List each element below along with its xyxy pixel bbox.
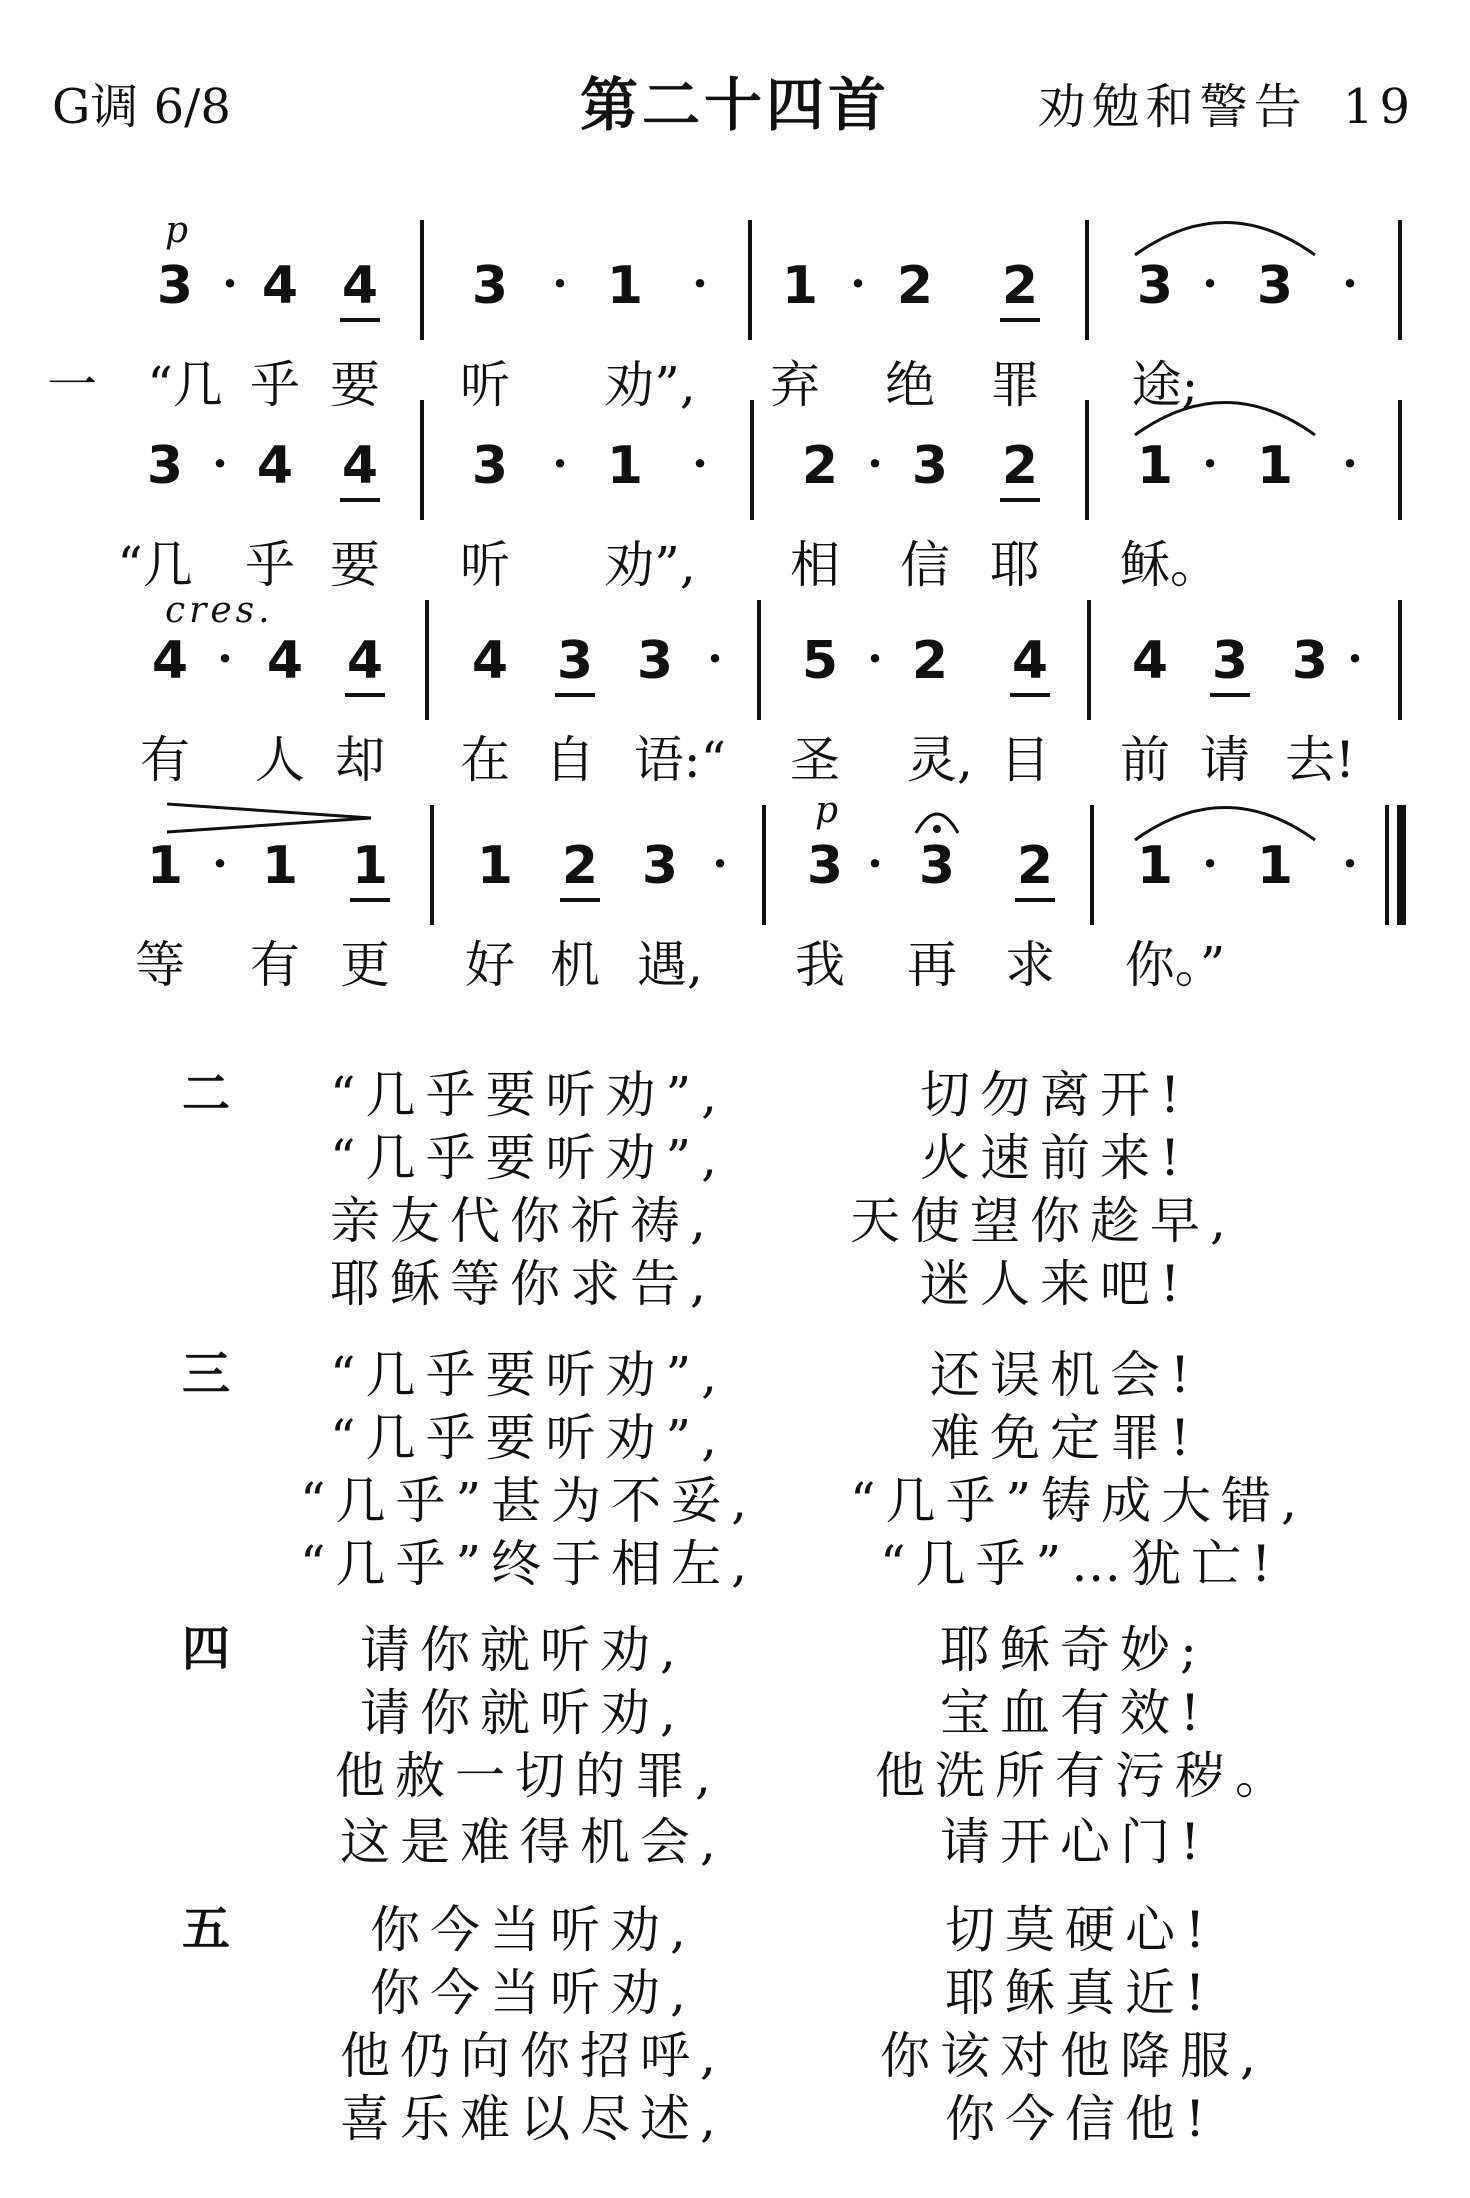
- verse-line: 还误机会!: [930, 1346, 1201, 1404]
- tie-arc: [1130, 390, 1320, 440]
- dot: ·: [866, 836, 883, 890]
- lyric: 更: [340, 936, 390, 994]
- dot: ·: [1201, 256, 1218, 310]
- lyric: 途;: [1131, 356, 1199, 414]
- note: 5: [801, 631, 839, 691]
- note: 4: [346, 631, 384, 691]
- note: 1: [351, 836, 389, 896]
- verse-line: “几乎要听劝”,: [330, 1409, 728, 1467]
- note: 3: [146, 436, 184, 496]
- verse-line: “几乎”铸成大错,: [850, 1472, 1308, 1530]
- underline: [555, 693, 595, 697]
- dynamic-p: p: [815, 790, 839, 831]
- lyric: 机: [550, 936, 600, 994]
- verse-line: “几乎”…犹亡!: [880, 1535, 1282, 1593]
- verse-line: 他赦一切的罪,: [335, 1747, 721, 1805]
- lyric: 劝”,: [604, 356, 696, 414]
- note: 2: [801, 436, 839, 496]
- barline: [1085, 220, 1089, 340]
- lyric: 听: [460, 536, 510, 594]
- verse-number: 五: [182, 1901, 231, 1957]
- lyric: 绝: [885, 356, 935, 414]
- barline: [420, 220, 424, 340]
- verse-line: 你该对他降服,: [880, 2027, 1266, 2085]
- lyric: 有: [250, 936, 300, 994]
- section-label: [1038, 68, 1416, 137]
- verse-line: 宝血有效!: [940, 1684, 1211, 1742]
- dot: ·: [221, 256, 238, 310]
- lyric: 再: [907, 936, 957, 994]
- note: 4: [341, 436, 379, 496]
- verse-line: “几乎”甚为不妥,: [300, 1472, 758, 1530]
- underline: [560, 898, 600, 902]
- verse-line: 耶稣奇妙;: [940, 1621, 1207, 1679]
- lyric: 信: [900, 536, 950, 594]
- note: 2: [896, 256, 934, 316]
- barline: [425, 600, 429, 720]
- note: 3: [1136, 256, 1174, 316]
- note: 3: [636, 631, 674, 691]
- underline: [340, 318, 380, 322]
- lyric: 劝”,: [604, 536, 696, 594]
- dot: ·: [691, 436, 708, 490]
- dot: ·: [1341, 256, 1358, 310]
- dot: ·: [1201, 436, 1218, 490]
- note: 4: [151, 631, 189, 691]
- dot: ·: [849, 256, 866, 310]
- lyric: 听: [460, 356, 510, 414]
- note: 2: [1001, 436, 1039, 496]
- barline: [1087, 600, 1091, 720]
- page-title: 第二十四首: [579, 71, 890, 139]
- lyric: “几: [117, 536, 193, 594]
- verse-line: 耶稣真近!: [945, 1964, 1216, 2022]
- verse-line: 迷人来吧!: [920, 1255, 1191, 1313]
- verse-line: 请你就听劝,: [360, 1621, 686, 1679]
- underline: [340, 498, 380, 502]
- lyric: 前: [1120, 731, 1170, 789]
- note: 3: [806, 836, 844, 896]
- dot: ·: [1346, 631, 1363, 685]
- verse-line: 你今当听劝,: [370, 1901, 696, 1959]
- dot: ·: [866, 436, 883, 490]
- lyric: 弃: [770, 356, 820, 414]
- note: 1: [606, 256, 644, 316]
- barline: [748, 220, 752, 340]
- verse-line: 他洗所有污秽。: [875, 1747, 1295, 1805]
- dot: ·: [551, 256, 568, 310]
- lyric: 你。”: [1124, 936, 1226, 994]
- verse-line: 他仍向你招呼,: [340, 2027, 726, 2085]
- note: 1: [781, 256, 819, 316]
- barline: [1398, 400, 1402, 520]
- underline: [1210, 693, 1250, 697]
- barline: [1090, 805, 1094, 925]
- verse-line: 难免定罪!: [930, 1409, 1201, 1467]
- dot: ·: [551, 436, 568, 490]
- lyric: 乎: [250, 356, 300, 414]
- fermata-icon: [912, 795, 962, 839]
- verse-line: 耶稣等你求告,: [330, 1255, 716, 1313]
- note: 4: [1011, 631, 1049, 691]
- note: 1: [476, 836, 514, 896]
- barline: [430, 805, 434, 925]
- underline: [1010, 693, 1050, 697]
- verse-number: 三: [182, 1346, 231, 1402]
- lyric: 目: [1000, 731, 1050, 789]
- note: 2: [1001, 256, 1039, 316]
- dot: ·: [1201, 836, 1218, 890]
- note: 3: [156, 256, 194, 316]
- section-name: 劝勉和警告: [1037, 79, 1308, 135]
- note: 1: [606, 436, 644, 496]
- note: 3: [1256, 256, 1294, 316]
- verse-line: 火速前来!: [920, 1129, 1191, 1187]
- verse-number: 四: [182, 1621, 231, 1677]
- lyric: 自: [545, 731, 595, 789]
- barline: [762, 805, 766, 925]
- note: 1: [1136, 836, 1174, 896]
- lyric: 乎: [245, 536, 295, 594]
- dot: ·: [706, 631, 723, 685]
- dot: ·: [711, 836, 728, 890]
- decrescendo-hairpin: [165, 800, 375, 836]
- lyric: 要: [330, 536, 380, 594]
- underline: [1000, 498, 1040, 502]
- dot: ·: [1341, 836, 1358, 890]
- note: 2: [911, 631, 949, 691]
- barline: [1085, 400, 1089, 520]
- note: 1: [261, 836, 299, 896]
- note: 3: [1211, 631, 1249, 691]
- note: 3: [471, 436, 509, 496]
- dot: ·: [1341, 436, 1358, 490]
- lyric: 等: [135, 936, 185, 994]
- final-barline-thick: [1397, 805, 1406, 925]
- verse-line: 请你就听劝,: [360, 1684, 686, 1742]
- lyric: 请: [1200, 731, 1250, 789]
- underline: [345, 693, 385, 697]
- lyric: 圣: [790, 731, 840, 789]
- lyric: 有: [140, 731, 190, 789]
- note: 4: [471, 631, 509, 691]
- lyric: 要: [330, 356, 380, 414]
- dot: ·: [211, 836, 228, 890]
- verse-line: “几乎要听劝”,: [330, 1129, 728, 1187]
- lyric: 去!: [1284, 731, 1356, 789]
- verse-line: 切莫硬心!: [945, 1901, 1216, 1959]
- note: 3: [911, 436, 949, 496]
- verse-line: 亲友代你祈祷,: [330, 1192, 716, 1250]
- lyric: “几: [147, 356, 223, 414]
- underline: [350, 898, 390, 902]
- dot: ·: [866, 631, 883, 685]
- lyric: 稣。: [1120, 536, 1220, 594]
- verse-number: 二: [182, 1066, 231, 1122]
- barline: [757, 600, 761, 720]
- verse-line: 这是难得机会,: [340, 1813, 726, 1871]
- lyric: 灵,: [907, 731, 973, 789]
- note: 4: [261, 256, 299, 316]
- dot: ·: [691, 256, 708, 310]
- verse-line: 切勿离开!: [920, 1066, 1191, 1124]
- lyric: 好: [465, 936, 515, 994]
- underline: [1015, 898, 1055, 902]
- note: 3: [556, 631, 594, 691]
- dynamic-cres: cres.: [165, 590, 274, 631]
- dot: ·: [211, 436, 228, 490]
- note: 4: [266, 631, 304, 691]
- lyric: 求: [1005, 936, 1055, 994]
- note: 3: [918, 836, 956, 896]
- lyric: 却: [335, 731, 385, 789]
- note: 1: [1256, 436, 1294, 496]
- verse-line: 你今信他!: [945, 2090, 1216, 2148]
- note: 3: [1291, 631, 1329, 691]
- verse-number: 一: [47, 356, 97, 414]
- note: 4: [256, 436, 294, 496]
- barline: [1398, 600, 1402, 720]
- note: 4: [1131, 631, 1169, 691]
- verse-line: 喜乐难以尽述,: [340, 2090, 726, 2148]
- note: 3: [641, 836, 679, 896]
- final-barline-thin: [1385, 805, 1389, 925]
- note: 2: [561, 836, 599, 896]
- lyric: 相: [790, 536, 840, 594]
- hymn-number: 19: [1342, 79, 1416, 135]
- barline: [750, 400, 754, 520]
- lyric: 我: [795, 936, 845, 994]
- lyric: 罪: [990, 356, 1040, 414]
- lyric: 耶: [990, 536, 1040, 594]
- lyric: 遇,: [637, 936, 703, 994]
- tie-arc: [1130, 210, 1320, 260]
- dynamic-p: p: [165, 210, 189, 251]
- verse-line: “几乎要听劝”,: [330, 1066, 728, 1124]
- barline: [1398, 220, 1402, 340]
- verse-line: “几乎要听劝”,: [330, 1346, 728, 1404]
- lyric: 在: [460, 731, 510, 789]
- underline: [1000, 318, 1040, 322]
- note: 3: [471, 256, 509, 316]
- key-time-signature: G调 6/8: [52, 79, 231, 135]
- dot: ·: [216, 631, 233, 685]
- note: 1: [1256, 836, 1294, 896]
- lyric: 语:“: [633, 731, 727, 789]
- verse-line: 天使望你趁早,: [850, 1192, 1236, 1250]
- note: 4: [341, 256, 379, 316]
- verse-line: 请开心门!: [940, 1813, 1211, 1871]
- lyric: 人: [255, 731, 305, 789]
- note: 2: [1016, 836, 1054, 896]
- barline: [420, 400, 424, 520]
- verse-line: 你今当听劝,: [370, 1964, 696, 2022]
- note: 1: [146, 836, 184, 896]
- note: 1: [1136, 436, 1174, 496]
- verse-line: “几乎”终于相左,: [300, 1535, 758, 1593]
